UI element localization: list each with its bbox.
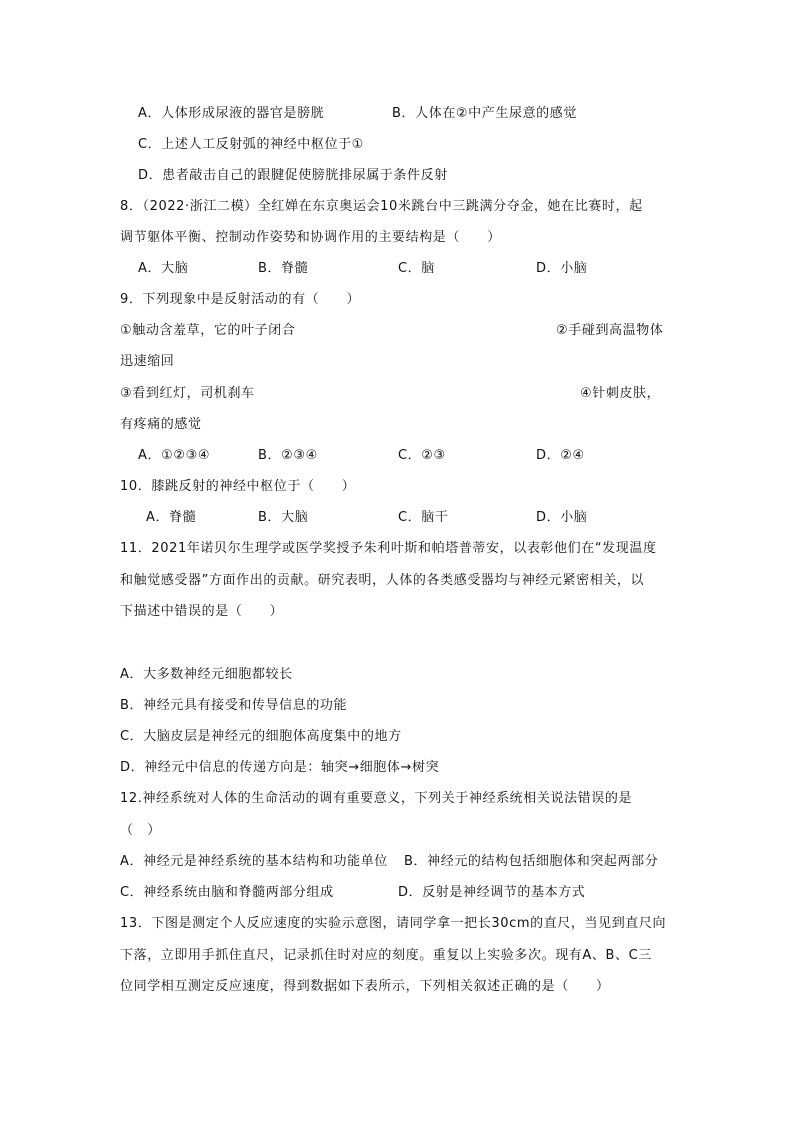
- q12-option-d: D．反射是神经调节的基本方式: [398, 885, 586, 900]
- q12-option-a: A．神经元是神经系统的基本结构和功能单位: [120, 854, 388, 869]
- q11-option-a: A．大多数神经元细胞都较长: [120, 667, 293, 682]
- q9-option-d: D．②④: [536, 448, 585, 463]
- q11-option-c: C．大脑皮层是神经元的细胞体高度集中的地方: [120, 729, 402, 744]
- q12-stem-line1: 12.神经系统对人体的生命活动的调有重要意义，下列关于神经系统相关说法错误的是: [120, 791, 633, 806]
- q13-stem-line2: 下落，立即用手抓住直尺，记录抓住时对应的刻度。重复以上实验多次。现有A、B、C三: [120, 948, 652, 963]
- q8-option-b: B．脊髓: [258, 261, 309, 276]
- q11-stem-line2: 和触觉感受器”方面作出的贡献。研究表明，人体的各类感受器均与神经元紧密相关，以: [120, 573, 645, 588]
- q11-stem-line1: 11．2021年诺贝尔生理学或医学奖授予朱利叶斯和帕塔普蒂安，以表彰他们在“发现温度: [120, 541, 657, 556]
- q9-item-2-continued: 迅速缩回: [120, 354, 175, 369]
- q8-stem-line2: 调节躯体平衡、控制动作姿势和协调作用的主要结构是（ ）: [120, 230, 501, 245]
- q9-item-4-continued: 有疼痛的感觉: [120, 417, 202, 432]
- q7-option-a: A．人体形成尿液的器官是膀胱: [138, 106, 325, 121]
- q10-option-a: A．脊髓: [146, 510, 197, 525]
- q9-stem: 9．下列现象中是反射活动的有（ ）: [120, 292, 361, 307]
- q11-option-d: D．神经元中信息的传递方向是：轴突→细胞体→树突: [120, 760, 440, 775]
- q8-option-a: A．大脑: [138, 261, 189, 276]
- q8-option-d: D．小脑: [536, 261, 588, 276]
- q9-item-2: ②手碰到高温物体: [556, 323, 664, 338]
- q10-option-c: C．脑干: [398, 510, 449, 525]
- q13-stem-line3: 位同学相互测定反应速度，得到数据如下表所示，下列相关叙述正确的是（ ）: [120, 979, 610, 994]
- q9-item-1: ①触动含羞草，它的叶子闭合: [120, 323, 296, 338]
- q9-option-c: C．②③: [398, 448, 446, 463]
- q9-item-3: ③看到红灯，司机刹车: [120, 386, 255, 401]
- q11-option-b: B．神经元具有接受和传导信息的功能: [120, 698, 348, 713]
- q9-option-a: A．①②③④: [138, 448, 211, 463]
- q10-option-b: B．大脑: [258, 510, 309, 525]
- q13-stem-line1: 13．下图是测定个人反应速度的实验示意图，请同学拿一把长30cm的直尺，当见到直尺向: [120, 916, 667, 931]
- q8-stem-line1: 8．（2022·浙江二模）全红婵在东京奥运会10米跳台中三跳满分夺金，她在比赛时，起: [120, 199, 643, 214]
- q7-option-c: C．上述人工反射弧的神经中枢位于①: [138, 137, 364, 152]
- q8-option-c: C．脑: [398, 261, 435, 276]
- q12-stem-line2: （ ）: [120, 823, 161, 838]
- q10-option-d: D．小脑: [536, 510, 588, 525]
- q12-option-c: C．神经系统由脑和脊髓两部分组成: [120, 885, 334, 900]
- q7-option-d: D．患者敲击自己的跟腱促使膀胱排尿属于条件反射: [138, 168, 448, 183]
- q11-stem-line3: 下描述中错误的是（ ）: [120, 604, 284, 619]
- q10-stem: 10．膝跳反射的神经中枢位于（ ）: [120, 479, 356, 494]
- q9-item-4: ④针刺皮肤，: [580, 386, 661, 401]
- q7-option-b: B．人体在②中产生尿意的感觉: [392, 106, 577, 121]
- q12-option-b: B．神经元的结构包括细胞体和突起两部分: [404, 854, 659, 869]
- q9-option-b: B．②③④: [258, 448, 318, 463]
